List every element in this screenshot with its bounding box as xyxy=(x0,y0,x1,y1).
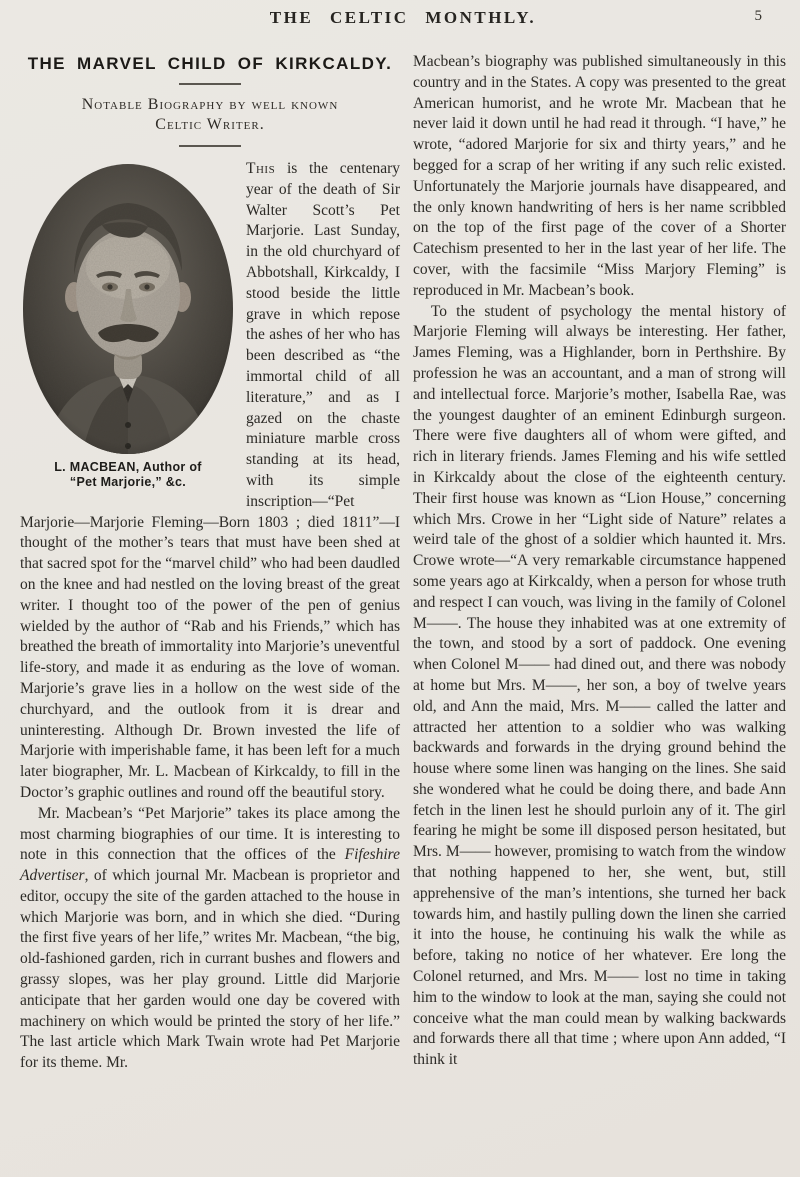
two-column-layout xyxy=(20,50,786,1074)
article-headline: THE MARVEL CHILD OF KIRKCALDY. xyxy=(27,54,393,73)
right-column-body xyxy=(413,52,786,1071)
paragraph xyxy=(413,302,786,1071)
photo-caption xyxy=(20,460,236,490)
text-run: Macbean’s biography was published simultaneously in this country and in the States. A copy was presented to the great American humorist, and he wrote Mr. Macbean that he never laid it down until he had read it through. “I have,” he wrote, “adored Marjorie for six and thirty years,” and he begged for a scrap of her writing if any such relic existed. Unfortunately the Marjorie journals have disappeared, and the only known handwriting of hers is her name scribbled on the top of the first page of the cover of a Shorter Catechism presented to her in the last year of her life. The cover, with the facsimile “Miss Marjory Fleming” is reproduced in Mr. Macbean’s book. xyxy=(413,53,786,299)
photo-caption-line-1: L. MACBEAN, Author of xyxy=(54,460,202,474)
page-header xyxy=(20,8,786,38)
right-column xyxy=(413,50,786,1074)
portrait-figure xyxy=(20,163,236,490)
divider-rule xyxy=(179,83,241,85)
paragraph xyxy=(20,804,400,1074)
subtitle-line-2: Celtic Writer. xyxy=(155,116,265,133)
portrait-oval xyxy=(22,163,234,455)
text-run: To the student of psychology the mental history of Marjorie Fleming will always be interesting. Her father, James Fleming, was a Highlander, born in Perthshire. By profession he was an accountant, and a man of strong will and intellectual force. Marjorie’s mother, Isabella Rae, was the youngest daughter of an eminent Edinburgh surgeon. There were five daughters all of whom were gifted, and rich in literary friends. James Fleming and his wife settled in Kirkcaldy about the close of the eighteenth century. Their first house was known as “Lion House,” concerning which Mrs. Crowe in her “Light side of Nature” relates a weird tale of the ghost of a soldier which haunted it. Mrs. Crowe wrote—“A very remarkable circumstance happened some years ago at Kirkcaldy, when a person for whose truth and respect I can vouch, was living in the family of Colonel M——. The house they inhabited was at one extremity of the town, and stood by a sort of paddock. One evening when Colonel M—— had dined out, and there was nobody at home but Mrs. M——, her son, a boy of twelve years old, and Ann the maid, Mrs. M—— called the latter and attracted her attention to a soldier who was walking backwards and forwards in the drying ground behind the house where some linen was hanging on the lines. She said she wondered what he could be doing there, and bade Ann fetch in the linen lest he should purloin any of it. The girl fearing he might be some ill disposed person hesitated, but Mrs. M—— however, promising to watch from the window that nothing happened to her, she went, but, still apprehensive of the man’s intentions, she turned her back towards him, and hastily pulling down the linen she carried it into the house, he continuing his walk the while as before, taking no notice of her whatever. Ere long the Colonel returned, and Mrs. M—— lost no time in taking him to the window to look at the man, saying she could not conceive what the man could mean by walking backwards and forwards there all that time ; where upon Ann added, “I think it xyxy=(413,302,786,1069)
masthead-title: THE CELTIC MONTHLY. xyxy=(269,8,537,27)
text-run: Mr. Macbean’s “Pet Marjorie” takes its place among the most charming biographies of our time. It is interesting to note in this connection that the offices of the xyxy=(20,804,400,864)
text-run-smallcaps: This xyxy=(246,160,276,177)
article-subtitle xyxy=(20,95,400,135)
portrait-photo xyxy=(22,163,234,455)
text-run-italic: Fifeshire Advertiser xyxy=(20,846,400,885)
left-column-body xyxy=(20,159,400,1074)
divider-rule xyxy=(179,145,241,147)
text-run: , of which journal Mr. Macbean is proprietor and editor, occupy the site of the garden attached to the house in which Marjorie was born, and in which she died. “During the first five years of her life,” writes Mr. Macbean, “the big, old-fashioned garden, rich in currant bushes and flowers and grassy slopes, was her play ground. Little did Marjorie anticipate that her garden would one day be covered with machinery on which would be printed the story of her life.” The last article which Mark Twain wrote had Pet Marjorie for its theme. Mr. xyxy=(20,867,400,1072)
subtitle-line-1: Notable Biography by well known xyxy=(81,96,339,113)
left-column xyxy=(20,50,400,1074)
text-run: is the centenary year of the death of Sir Walter Scott’s Pet Marjorie. Last Sunday, in the old churchyard of Abbotshall, Kirkcaldy, I stood beside the little grave in which repose the ashes of her who has been described as “the immortal child of all literature,” and as I gazed on the chaste miniature marble cross standing at its head, with its simple inscription—“Pet Marjorie—Marjorie Fleming—Born 1803 ; died 1811”—I thought of the mother’s tears that must have been shed at that sacred spot for the “marvel child” who had been daudled on the knee and had nestled on the loving breast of the great writer. I thought too of the power of the pen of genius wielded by the author of “Rab and his Friends,” which has breathed the breath of immortality into Marjorie’s uneventful life-story, and made it as enduring as the love of woman. Marjorie’s grave lies in a hollow on the west side of the churchyard, and the outlook from it is drear and uninteresting. Although Dr. Brown invested the life of Marjorie with imperishable fame, it has been left for a much later biographer, Mr. L. Macbean of Kirkcaldy, to fill in the Doctor’s graphic outlines and round off the beautiful story. xyxy=(20,160,400,801)
page-number: 5 xyxy=(754,8,762,24)
paragraph xyxy=(413,52,786,302)
photo-caption-line-2: “Pet Marjorie,” &c. xyxy=(69,475,187,489)
